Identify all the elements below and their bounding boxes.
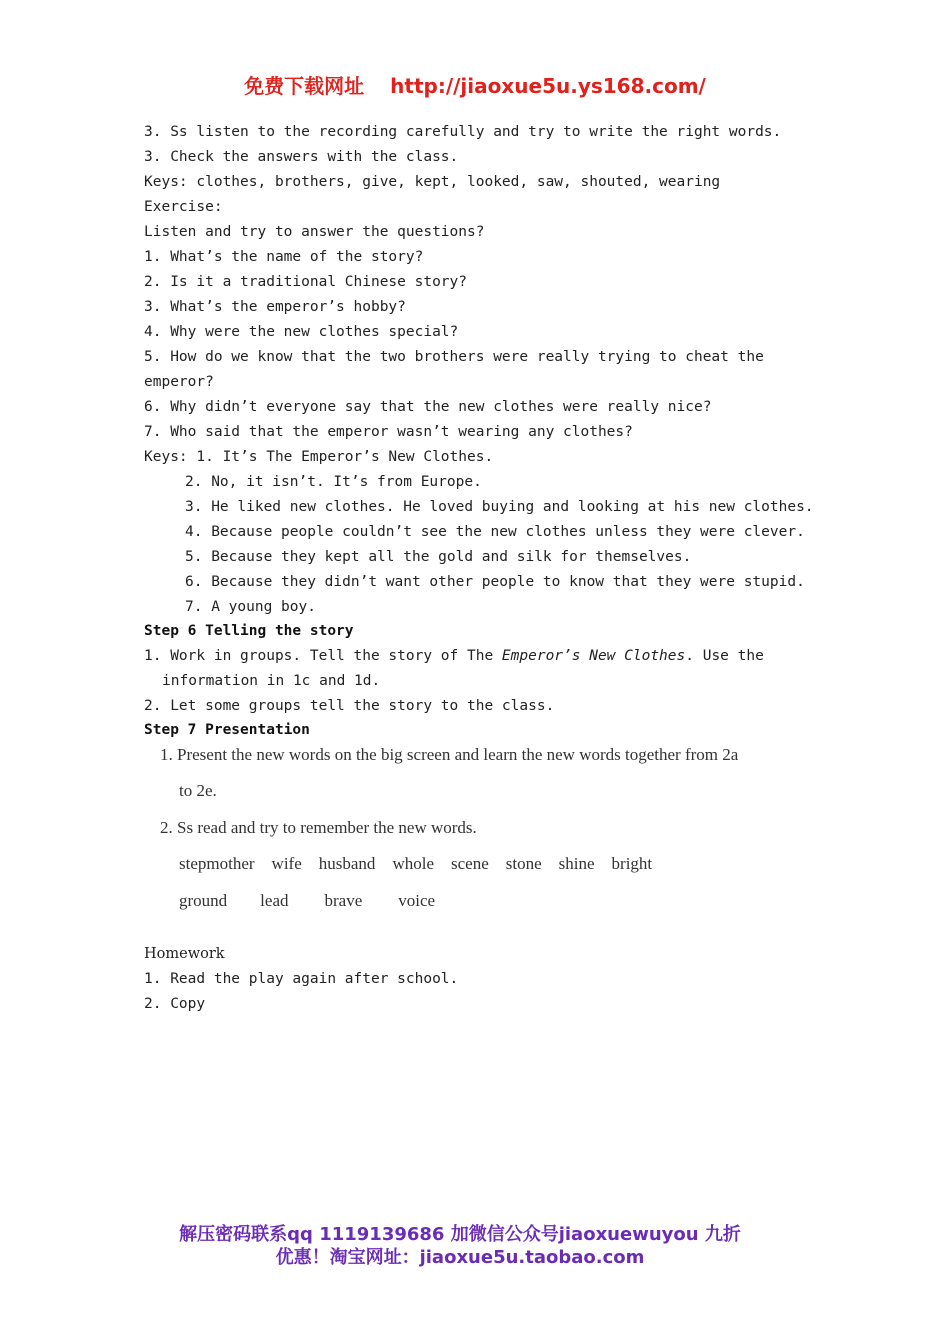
key-1: Keys: 1. It’s The Emperor’s New Clothes. (144, 449, 494, 465)
step6-item-1-text: 1. Work in groups. Tell the story of The (144, 648, 502, 664)
vocab-word: scene (450, 854, 489, 873)
key-2: 2. No, it isn’t. It’s from Europe. (185, 474, 482, 490)
text-line: Listen and try to answer the questions? (144, 224, 485, 240)
step7-heading: Step 7 Presentation (144, 722, 310, 738)
vocab-word: ground (179, 891, 228, 910)
key-3: 3. He liked new clothes. He loved buying and looking at his new clothes. (185, 499, 814, 515)
word-list-1 (179, 854, 669, 874)
question-2: 2. Is it a traditional Chinese story? (144, 274, 468, 290)
vocab-word: bright (611, 854, 653, 873)
vocab-word: brave (324, 891, 363, 910)
step7-item-2: 2. Ss read and try to remember the new words. (160, 818, 477, 837)
word-list-2 (179, 891, 452, 911)
header-banner (0, 70, 950, 99)
header-label: 免费下载网址 (244, 74, 365, 98)
vocab-word: whole (392, 854, 434, 873)
question-1: 1. What’s the name of the story? (144, 249, 424, 265)
question-5: 5. How do we know that the two brothers were really trying to cheat the (144, 349, 764, 365)
step7-item-1: 1. Present the new words on the big screen and learn the new words together from 2a (160, 745, 739, 764)
key-4: 4. Because people couldn’t see the new clothes unless they were clever. (185, 524, 805, 540)
text-line: 3. Ss listen to the recording carefully and try to write the right words. (144, 124, 782, 140)
vocab-word: lead (260, 891, 289, 910)
vocab-word: stepmother (179, 854, 255, 873)
step6-item-1 (144, 648, 764, 664)
footer-line-1: 解压密码联系qq 1119139686 加微信公众号jiaoxuewuyou 九折 (179, 1224, 741, 1245)
vocab-word: voice (398, 891, 436, 910)
footer-line-2: 优惠！淘宝网址：jiaoxue5u.taobao.com (275, 1247, 645, 1268)
header-url[interactable]: http://jiaoxue5u.ys168.com/ (390, 74, 706, 98)
key-5: 5. Because they kept all the gold and silk for themselves. (185, 549, 692, 565)
vocab-word: wife (271, 854, 302, 873)
question-6: 6. Why didn’t everyone say that the new clothes were really nice? (144, 399, 712, 415)
homework-item-2: 2. Copy (144, 996, 206, 1012)
question-5-cont: emperor? (144, 374, 214, 390)
vocab-word: shine (558, 854, 595, 873)
step6-item-1-end: . Use the (685, 648, 764, 664)
homework-item-1: 1. Read the play again after school. (144, 971, 459, 987)
question-3: 3. What’s the emperor’s hobby? (144, 299, 406, 315)
vocab-word: husband (318, 854, 376, 873)
vocab-word: stone (505, 854, 542, 873)
question-7: 7. Who said that the emperor wasn’t wearing any clothes? (144, 424, 633, 440)
text-line: Keys: clothes, brothers, give, kept, looked, saw, shouted, wearing (144, 174, 721, 190)
step6-item-1-cont: information in 1c and 1d. (162, 673, 381, 689)
story-title: Emperor’s New Clothes (501, 648, 686, 664)
step6-item-2: 2. Let some groups tell the story to the class. (144, 698, 555, 714)
step6-heading: Step 6 Telling the story (144, 623, 354, 639)
text-line: 3. Check the answers with the class. (144, 149, 459, 165)
homework-heading: Homework (144, 946, 225, 962)
key-6: 6. Because they didn’t want other people to know that they were stupid. (185, 574, 805, 590)
step7-item-1-cont: to 2e. (179, 781, 217, 800)
text-line: Exercise: (144, 199, 223, 215)
question-4: 4. Why were the new clothes special? (144, 324, 459, 340)
key-7: 7. A young boy. (185, 599, 316, 615)
